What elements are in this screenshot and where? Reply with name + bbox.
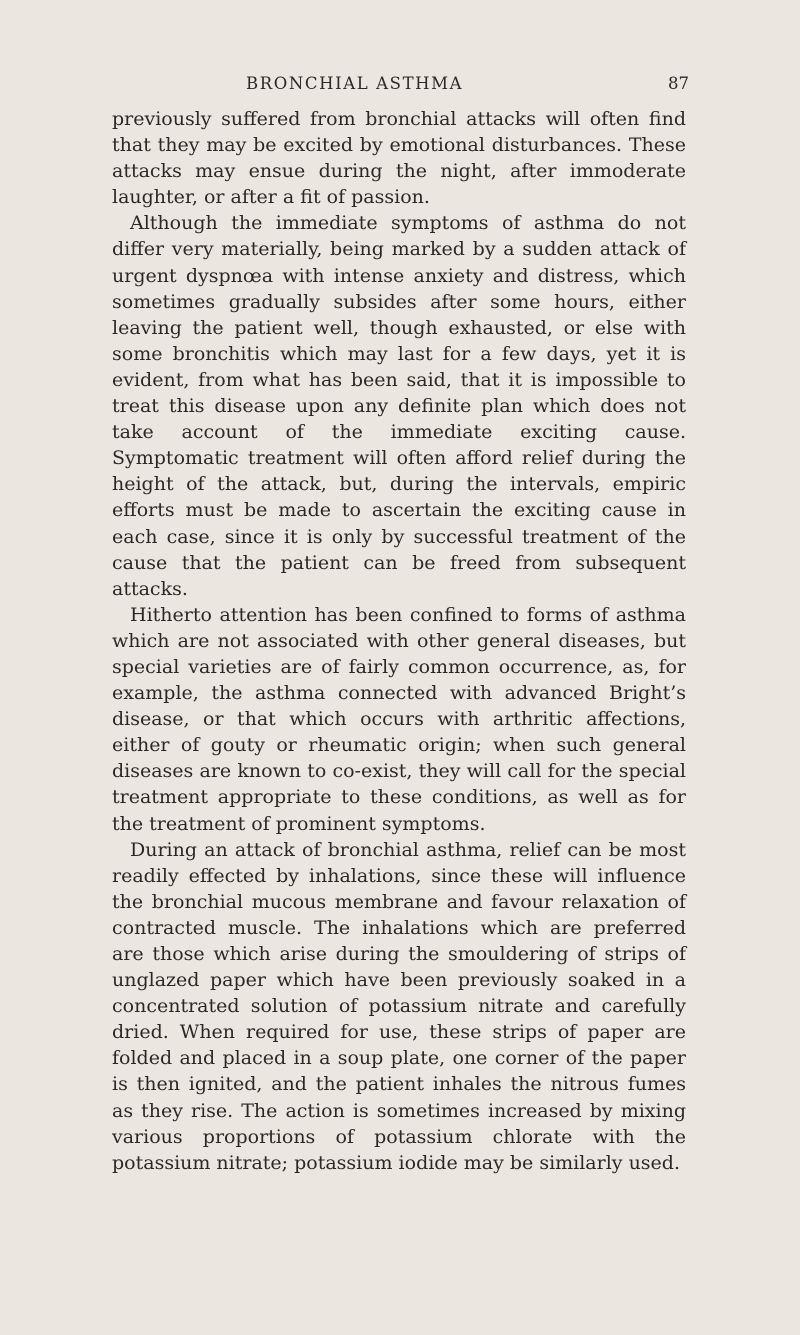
paragraph-general-diseases: Hitherto attention has been confined to forms of asthma which are not associated with other general diseases, but special varieties are of fairly common occurrence, as, for example, the asthma connected with advanced Bright’s disease, or that which occurs with arthritic affections, either of gouty or rheumatic origin; when such general diseases are known to co-exist, they will call for the special treatment appropriate to these conditions, as well as for the treatment of prominent symptoms.	[112, 603, 686, 835]
paragraph-symptoms: Although the immediate symptoms of asthma do not differ very materially, being marked by a sudden attack of urgent dyspnœa with intense anxiety and distress, which sometimes gradually subsides after some hours, either leaving the patient well, though exhausted, or else with some bronchitis which may last for a few days, yet it is evident, from what has been said, that it is impossible to treat this disease upon any definite plan which does not take account of the immediate exciting cause. Symptomatic treatment will often afford relief during the height of the attack, but, during the intervals, empiric efforts must be made to ascertain the exciting cause in each case, since it is only by successful treatment of the cause that the patient can be freed from subsequent attacks.	[112, 212, 686, 600]
running-head	[0, 74, 800, 100]
body-text	[112, 106, 686, 1176]
paragraph-continued: previously suffered from bronchial attacks will often find that they may be excited by emotional disturbances. These attacks may ensue during the night, after immoderate laughter, or after a fit of passion.	[112, 108, 686, 209]
paragraph-inhalations: During an attack of bronchial asthma, relief can be most readily effected by inhalations, since these will influence the bronchial mucous membrane and favour relaxation of contracted muscle. The inhalations which are preferred are those which arise during the smouldering of strips of unglazed paper which have been previously soaked in a concentrated solution of potassium nitrate and carefully dried. When required for use, these strips of paper are folded and placed in a soup plate, one corner of the paper is then ignited, and the patient inhales the nitrous fumes as they rise. The action is sometimes increased by mixing various proportions of potassium chlorate with the potassium nitrate; potassium iodide may be similarly used.	[112, 838, 686, 1174]
running-head-title: BRONCHIAL ASTHMA	[246, 74, 464, 93]
page-number: 87	[668, 74, 689, 93]
